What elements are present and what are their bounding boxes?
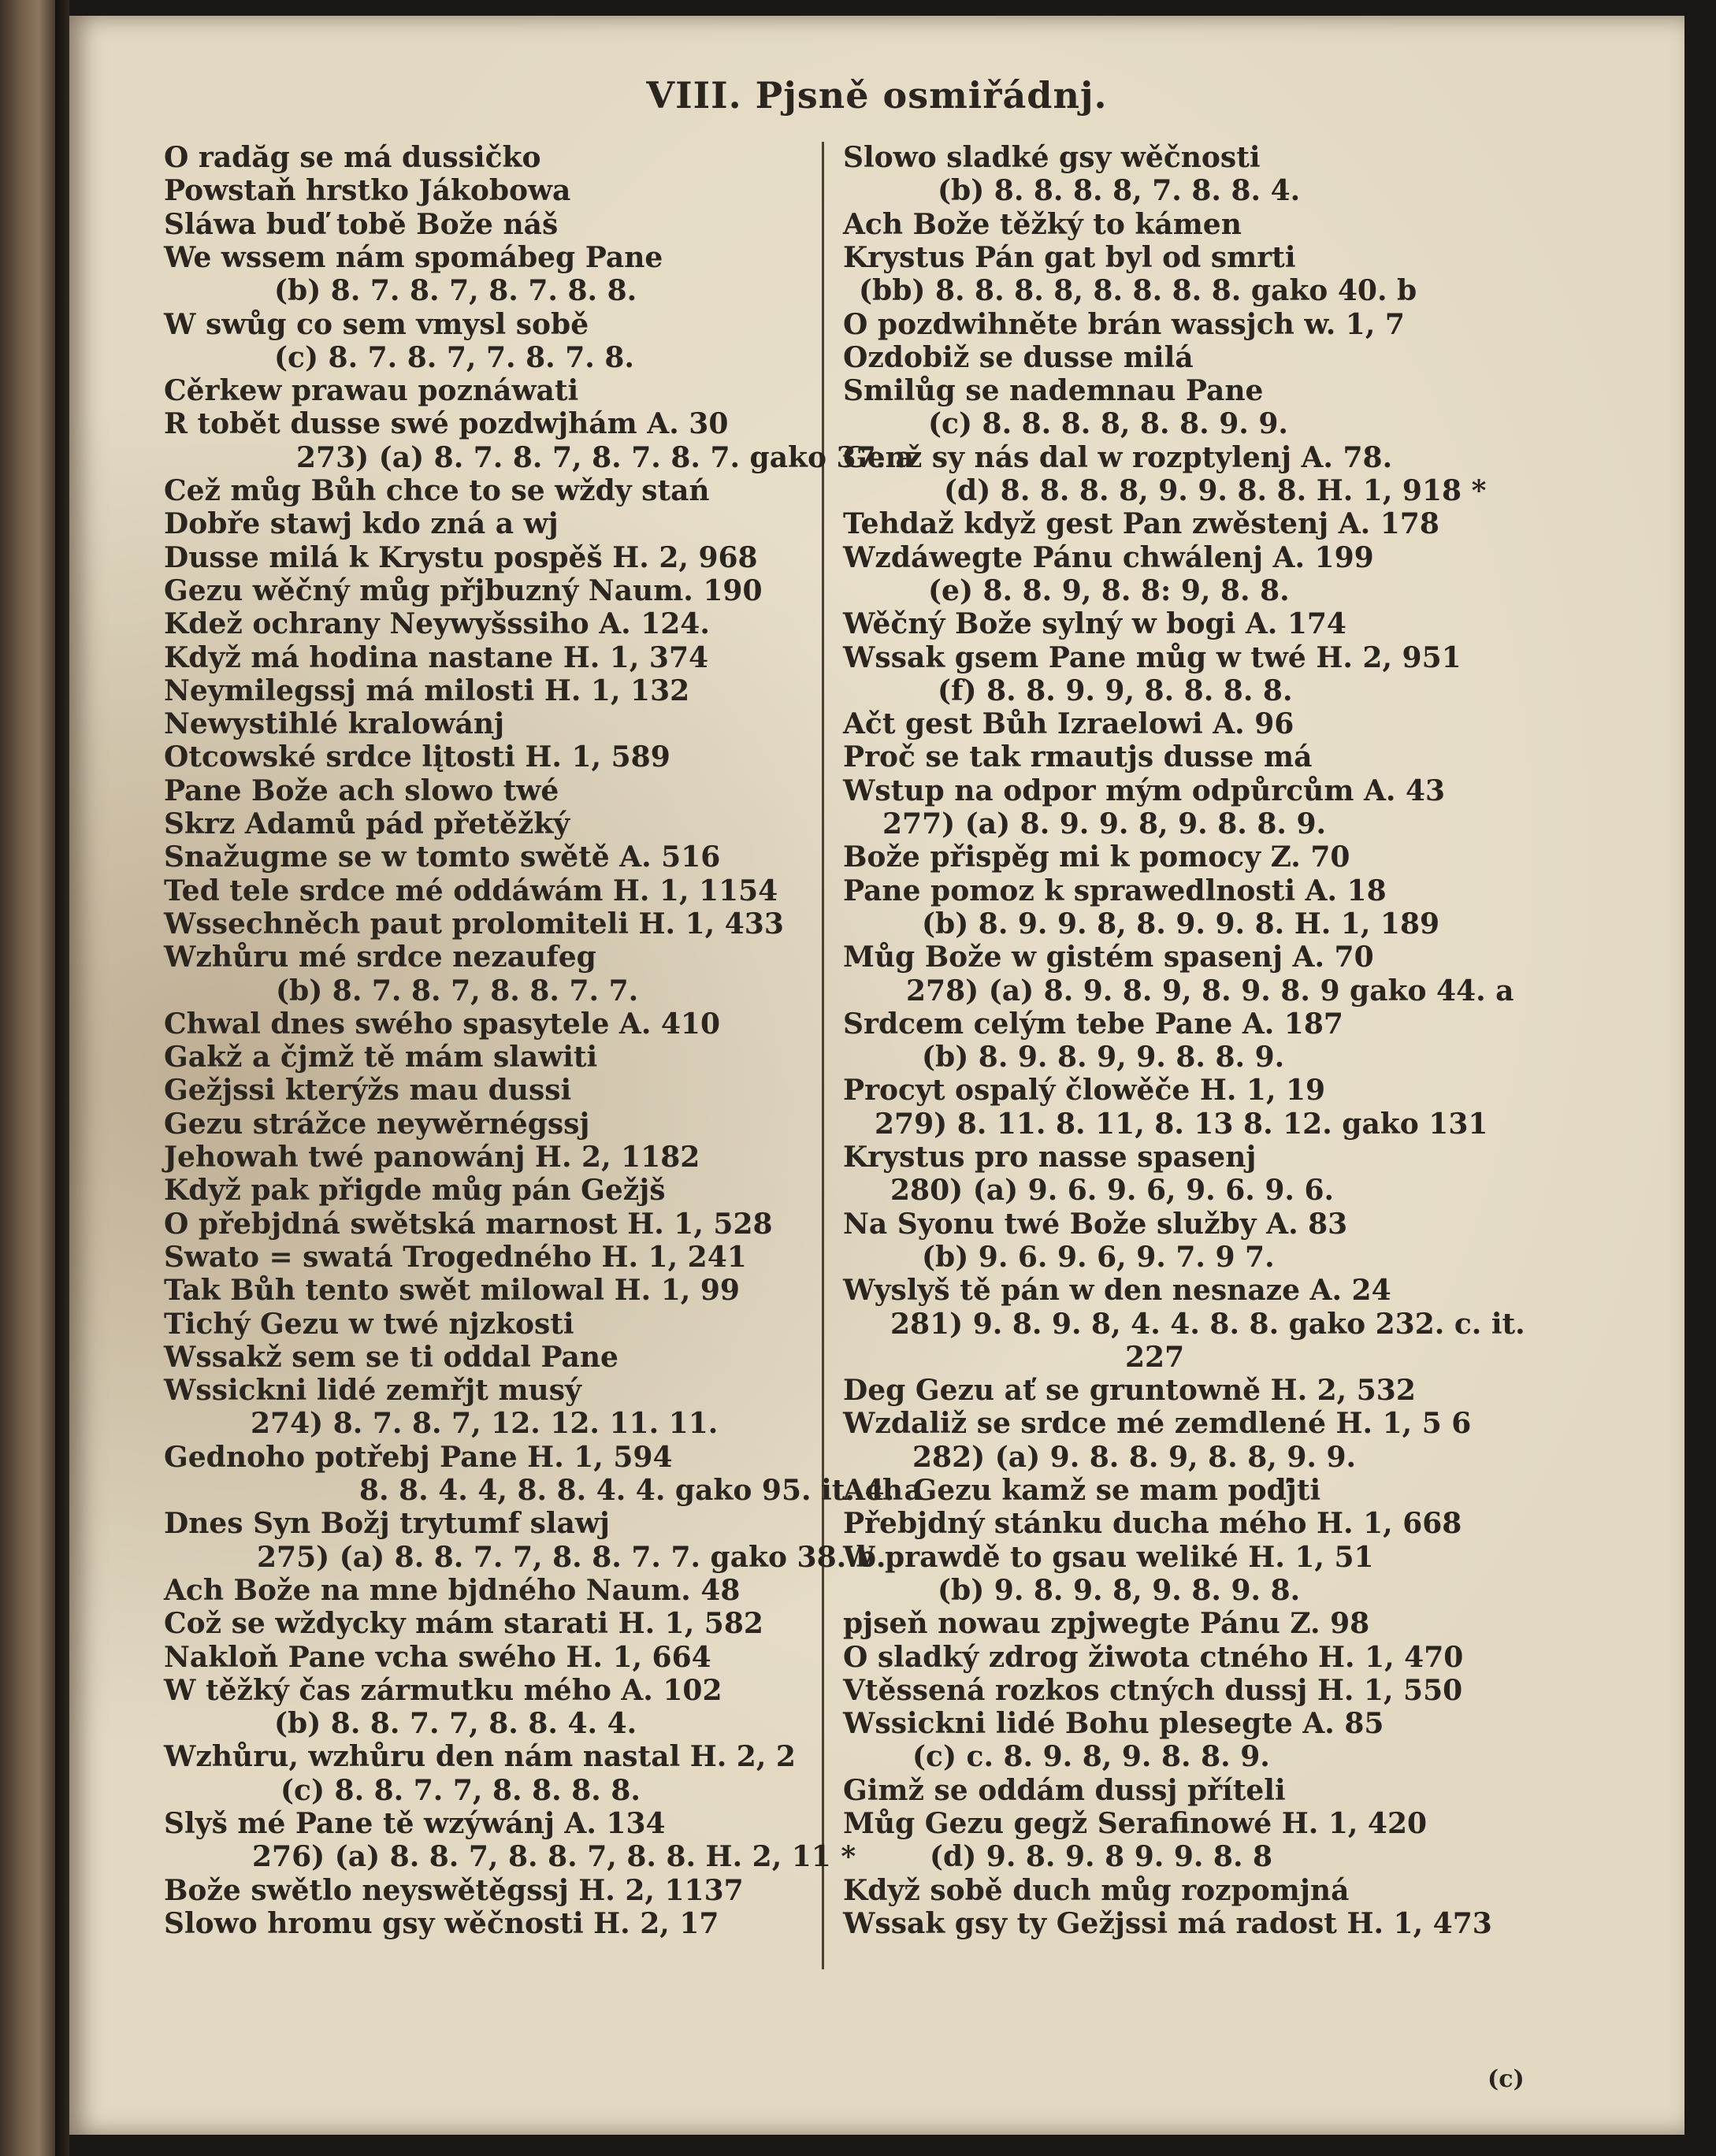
- hymn-line: Tehdaž když gest Pan zwěstenj A. 178: [843, 507, 1439, 540]
- meter-line: (b) 9. 6. 9. 6, 9. 7. 9 7.: [922, 1241, 1275, 1274]
- hymn-line: Otcowské srdce lįtosti H. 1, 589: [164, 740, 670, 774]
- hymn-line: Neymilegssj má milosti H. 1, 132: [164, 674, 690, 707]
- book-page: [69, 16, 1684, 2135]
- hymn-line: Tichý Gezu w twé njzkosti: [164, 1308, 574, 1341]
- hymn-line: Smilůg se nademnau Pane: [843, 374, 1264, 407]
- hymn-line: Cěrkew prawau poznáwati: [164, 374, 579, 407]
- hymn-line: Wssickni lidé zemřjt musý: [164, 1374, 581, 1407]
- meter-line: 280) (a) 9. 6. 9. 6, 9. 6. 9. 6.: [890, 1174, 1335, 1207]
- hymn-line: Ach Gezu kamž se mam poďjti: [843, 1474, 1321, 1507]
- meter-line: 282) (a) 9. 8. 8. 9, 8. 8, 9. 9.: [912, 1441, 1357, 1474]
- hymn-line: Wzdaliž se srdce mé zemdlené H. 1, 5 6: [843, 1407, 1472, 1440]
- hymn-line: Deg Gezu ať se gruntowně H. 2, 532: [843, 1374, 1416, 1407]
- hymn-line: O pozdwihněte brán wassjch w. 1, 7: [843, 308, 1405, 341]
- meter-line: 275) (a) 8. 8. 7. 7, 8. 8. 7. 7. gako 38. b.: [257, 1541, 886, 1574]
- meter-line: (bb) 8. 8. 8. 8, 8. 8. 8. 8. gako 40. b: [859, 274, 1417, 307]
- hymn-line: Wzdáwegte Pánu chwálenj A. 199: [843, 541, 1374, 574]
- meter-line: (e) 8. 8. 9, 8. 8: 9, 8. 8.: [928, 574, 1290, 607]
- hymn-line: Když sobě duch můg rozpomjná: [843, 1874, 1350, 1907]
- hymn-line: Pane Bože ach slowo twé: [164, 774, 559, 807]
- meter-line: 276) (a) 8. 8. 7, 8. 8. 7, 8. 8. H. 2, 11 *: [252, 1840, 856, 1873]
- hymn-line: Wěčný Bože sylný w bogi A. 174: [843, 607, 1346, 640]
- hymn-line: Chwal dnes swého spasytele A. 410: [164, 1007, 721, 1041]
- hymn-line: Proč se tak rmautjs dusse má: [843, 740, 1313, 774]
- hymn-line: Dobře stawj kdo zná a wj: [164, 507, 559, 540]
- hymn-line: Dnes Syn Božj trytumf slawj: [164, 1507, 610, 1540]
- hymn-line: Když má hodina nastane H. 1, 374: [164, 641, 709, 674]
- hymn-line: Srdcem celým tebe Pane A. 187: [843, 1007, 1343, 1041]
- hymn-line: Což se wždycky mám starati H. 1, 582: [164, 1607, 763, 1640]
- hymn-line: Ozdobiž se dusse milá: [843, 341, 1194, 374]
- meter-line: 273) (a) 8. 7. 8. 7, 8. 7. 8. 7. gako 37. a: [296, 441, 915, 474]
- hymn-line: Snažugme se w tomto swětě A. 516: [164, 841, 721, 874]
- meter-line: (b) 8. 8. 7. 7, 8. 8. 4. 4.: [274, 1707, 637, 1740]
- meter-line: (c) 8. 8. 7. 7, 8. 8. 8. 8.: [280, 1774, 641, 1807]
- meter-line: 277) (a) 8. 9. 9. 8, 9. 8. 8. 9.: [882, 807, 1327, 841]
- hymn-line: Genž sy nás dal w rozptylenj A. 78.: [843, 441, 1393, 474]
- hymn-line: Můg Bože w gistém spasenj A. 70: [843, 941, 1374, 974]
- hymn-line: Wzhůru, wzhůru den nám nastal H. 2, 2: [164, 1740, 796, 1773]
- meter-line: (d) 8. 8. 8. 8, 9. 9. 8. 8. H. 1, 918 *: [944, 474, 1487, 507]
- hymn-line: Gežjssi kterýžs mau dussi: [164, 1074, 572, 1107]
- meter-line: (b) 8. 8. 8. 8, 7. 8. 8. 4.: [938, 174, 1301, 207]
- hymn-line: Skrz Adamů pád přetěžký: [164, 807, 570, 841]
- meter-line: 279) 8. 11. 8. 11, 8. 13 8. 12. gako 131: [875, 1108, 1488, 1141]
- hymn-line: Gezu wěčný můg přjbuzný Naum. 190: [164, 574, 763, 607]
- hymn-line: Slyš mé Pane tě wzýwánj A. 134: [164, 1807, 666, 1840]
- hymn-line: Wssechněch paut prolomiteli H. 1, 433: [164, 907, 784, 941]
- hymn-line: Gakž a čjmž tě mám slawiti: [164, 1041, 598, 1074]
- hymn-line: W prawdě to gsau weliké H. 1, 51: [843, 1541, 1374, 1574]
- adjacent-page-edge: [0, 0, 55, 2156]
- hymn-line: Vtěssená rozkos ctných dussj H. 1, 550: [843, 1674, 1463, 1707]
- hymn-line: Ach Bože na mne bjdného Naum. 48: [164, 1574, 741, 1607]
- meter-line: 227: [1125, 1341, 1185, 1374]
- meter-line: (f) 8. 8. 9. 9, 8. 8. 8. 8.: [938, 674, 1293, 707]
- hymn-line: Sláwa buď tobě Bože náš: [164, 208, 559, 241]
- meter-line: 278) (a) 8. 9. 8. 9, 8. 9. 8. 9 gako 44. a: [906, 974, 1514, 1007]
- hymn-line: Powstaň hrstko Jákobowa: [164, 174, 571, 207]
- hymn-line: Ted tele srdce mé oddáwám H. 1, 1154: [164, 874, 778, 907]
- meter-line: (b) 8. 9. 9. 8, 8. 9. 9. 8. H. 1, 189: [922, 907, 1440, 941]
- hymn-line: Krystus Pán gat byl od smrti: [843, 241, 1296, 274]
- hymn-line: Wstup na odpor mým odpůrcům A. 43: [843, 774, 1446, 807]
- hymn-line: O radăg se má dussičko: [164, 141, 541, 174]
- hymn-line: O sladký zdrog žiwota ctného H. 1, 470: [843, 1641, 1464, 1674]
- hymn-line: Gednoho potřebj Pane H. 1, 594: [164, 1441, 673, 1474]
- hymn-line: pjseň nowau zpjwegte Pánu Z. 98: [843, 1607, 1370, 1640]
- hymn-line: Wssak gsem Pane můg w twé H. 2, 951: [843, 641, 1462, 674]
- hymn-line: Wssak gsy ty Gežjssi má radost H. 1, 473: [843, 1907, 1492, 1940]
- hymn-line: W těžký čas zármutku mého A. 102: [164, 1674, 722, 1707]
- hymn-line: Slowo hromu gsy wěčnosti H. 2, 17: [164, 1907, 719, 1940]
- hymn-line: Jehowah twé panowánj H. 2, 1182: [164, 1141, 700, 1174]
- meter-line: (b) 8. 9. 8. 9, 9. 8. 8. 9.: [922, 1041, 1285, 1074]
- hymn-line: Dusse milá k Krystu pospěš H. 2, 968: [164, 541, 758, 574]
- hymn-line: Ačt gest Bůh Izraelowi A. 96: [843, 707, 1294, 740]
- hymn-line: Ach Bože těžký to kámen: [843, 208, 1242, 241]
- meter-line: (b) 8. 7. 8. 7, 8. 8. 7. 7.: [276, 974, 639, 1007]
- catchword: (c): [1488, 2065, 1525, 2093]
- hymn-line: Wzhůru mé srdce nezaufeg: [164, 941, 596, 974]
- hymn-line: Tak Bůh tento swět milowal H. 1, 99: [164, 1274, 740, 1307]
- hymn-line: Bože přispěg mi k pomocy Z. 70: [843, 841, 1350, 874]
- meter-line: 274) 8. 7. 8. 7, 12. 12. 11. 11.: [251, 1407, 719, 1440]
- hymn-line: R tobět dusse swé pozdwjhám A. 30: [164, 407, 729, 440]
- hymn-line: Na Syonu twé Bože služby A. 83: [843, 1208, 1348, 1241]
- hymn-line: Wssickni lidé Bohu plesegte A. 85: [843, 1707, 1384, 1740]
- hymn-line: O přebjdná swětská marnost H. 1, 528: [164, 1208, 773, 1241]
- page-title: VIII. Pjsně osmiřádnj.: [646, 74, 1108, 117]
- hymn-line: Swato = swatá Trogedného H. 1, 241: [164, 1241, 747, 1274]
- hymn-line: Můg Gezu gegž Serafinowé H. 1, 420: [843, 1807, 1428, 1840]
- meter-line: (c) 8. 7. 8. 7, 7. 8. 7. 8.: [274, 341, 634, 374]
- hymn-line: Pane pomoz k sprawedlnosti A. 18: [843, 874, 1387, 907]
- hymn-line: Slowo sladké gsy wěčnosti: [843, 141, 1261, 174]
- hymn-line: Nakloň Pane vcha swého H. 1, 664: [164, 1641, 711, 1674]
- hymn-line: Wssakž sem se ti oddal Pane: [164, 1341, 618, 1374]
- hymn-line: Když pak přigde můg pán Gežjš: [164, 1174, 666, 1207]
- meter-line: (c) c. 8. 9. 8, 9. 8. 8. 9.: [912, 1740, 1270, 1773]
- hymn-line: Bože swětlo neyswětěgssj H. 2, 1137: [164, 1874, 744, 1907]
- hymn-line: Gezu strážce neywěrnégssj: [164, 1108, 590, 1141]
- hymn-line: Newystihlé kralowánj: [164, 707, 505, 740]
- hymn-line: Přebjdný stánku ducha mého H. 1, 668: [843, 1507, 1462, 1540]
- hymn-line: Krystus pro nasse spasenj: [843, 1141, 1257, 1174]
- meter-line: (b) 8. 7. 8. 7, 8. 7. 8. 8.: [274, 274, 637, 307]
- meter-line: (c) 8. 8. 8. 8, 8. 8. 9. 9.: [928, 407, 1288, 440]
- hymn-line: Procyt ospalý člowěče H. 1, 19: [843, 1074, 1326, 1107]
- meter-line: (b) 9. 8. 9. 8, 9. 8. 9. 8.: [938, 1574, 1301, 1607]
- hymn-line: Wyslyš tě pán w den nesnaze A. 24: [843, 1274, 1391, 1307]
- hymn-line: Kdež ochrany Neywyšssiho A. 124.: [164, 607, 710, 640]
- meter-line: 8. 8. 4. 4, 8. 8. 4. 4. gako 95. it. 4. a: [359, 1474, 923, 1507]
- hymn-line: Cež můg Bůh chce to se wždy stań: [164, 474, 710, 507]
- meter-line: 281) 9. 8. 9. 8, 4. 4. 8. 8. gako 232. c. it.: [890, 1308, 1525, 1341]
- meter-line: (d) 9. 8. 9. 8 9. 9. 8. 8: [930, 1840, 1273, 1873]
- book-gutter: [55, 0, 69, 2156]
- hymn-line: Gimž se oddám dussj příteli: [843, 1774, 1286, 1807]
- hymn-line: We wssem nám spomábeg Pane: [164, 241, 663, 274]
- column-divider: [822, 142, 824, 1969]
- hymn-line: W swůg co sem vmysl sobě: [164, 308, 589, 341]
